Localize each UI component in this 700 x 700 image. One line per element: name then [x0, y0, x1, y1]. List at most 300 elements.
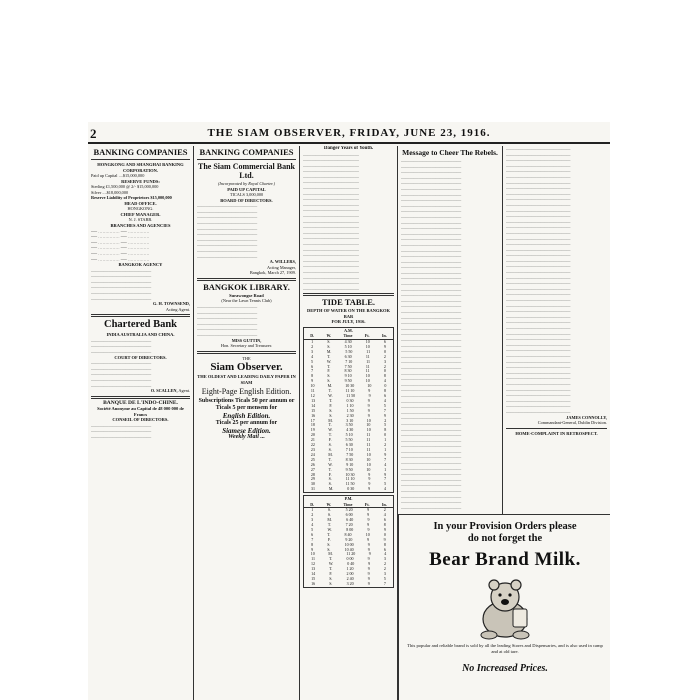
tide-col-header: D. — [310, 333, 315, 339]
tide-cell: 0 — [384, 383, 387, 389]
tide-cell: 6 40 — [346, 517, 354, 523]
tide-cell: S. — [329, 576, 333, 581]
connolly-signoff: JAMES CONNOLLY, Commandant-General, Dublin Division. — [537, 414, 607, 426]
sterling-line: Sterling £1,500,000 @ 2/- $15,000,000 — [91, 184, 159, 190]
tide-col-header: Ft. — [364, 501, 370, 507]
tide-cell: 5 — [383, 402, 386, 408]
tide-cell: 30 — [310, 481, 315, 487]
library-near: (Near the Lawn Tennis Club) — [221, 298, 272, 304]
tide-cell: F. — [329, 571, 333, 577]
tide-cell: 10 — [366, 422, 371, 428]
observer-english: English Edition. — [222, 412, 271, 421]
tide-cell: 11 — [311, 556, 315, 562]
tide-cell: 4 — [383, 378, 386, 384]
tide-cell: 9 — [368, 481, 371, 487]
tide-cell: 10 — [365, 378, 370, 384]
tide-cell: 17 — [310, 417, 315, 423]
tide-cell: T. — [328, 388, 332, 394]
tide-cell: S. — [327, 339, 331, 345]
tide-cell: 9 — [368, 471, 371, 477]
tide-cell: 29 — [310, 476, 315, 482]
tide-cell: 9 — [367, 397, 370, 403]
tide-cell: 9 — [368, 551, 371, 557]
tide-cell: 1 10 — [346, 402, 354, 408]
paid-up-amount: TICALS 3,000,000 — [229, 192, 264, 198]
observer-the: THE — [242, 355, 251, 361]
tide-cell: 31 — [310, 486, 315, 492]
tide-cell: 26 — [310, 461, 315, 467]
tide-cell: 9 50 — [344, 378, 352, 384]
tide-cell: S. — [328, 481, 332, 487]
tide-cell: 7 — [384, 456, 387, 462]
danger-years-text: ————————————— ————————————— ————————————— ————————————— ————————————— ————————————— ————————————— ————————————— ————————————— ————————————— ————————————— ————————————— ————————————— ————————————— ————————————— ————————————— ————————————— ————————————— ————————————— ————————————— ————————————— ————————————— ————————————— ————————————— ————————————— — [303, 151, 359, 291]
tide-cell: 10 40 — [344, 546, 354, 552]
tide-cell: S. — [328, 442, 332, 448]
tide-cell: T. — [327, 522, 331, 528]
tide-cell: 10 — [365, 339, 370, 345]
tide-cell: 0 — [384, 432, 387, 438]
tide-cell: 0 00 — [346, 556, 354, 562]
tide-cell: 7 20 — [345, 522, 353, 528]
tide-cell: 11 — [365, 363, 370, 369]
tide-cell: T. — [327, 531, 331, 537]
tide-cell: 9 — [367, 580, 370, 586]
tide-cell: 3 — [384, 358, 386, 364]
tide-cell: 11 — [366, 442, 371, 448]
tide-cell: M. — [328, 451, 333, 457]
siam-commercial-bank: The Siam Commercial Bank Ltd. — [198, 162, 295, 180]
tide-col-header: In. — [381, 501, 387, 507]
chartered-bank-heading: Chartered Bank — [103, 319, 178, 331]
hk-bank-name: HONGKONG AND SHANGHAI BANKING CORPORATION. — [97, 162, 184, 173]
tide-cell: 9 — [383, 526, 386, 532]
tide-cell: W. — [326, 358, 332, 364]
tide-cell: 15 — [311, 407, 316, 413]
tide-cell: 9 — [367, 522, 370, 528]
tide-cell: 11 — [365, 353, 370, 359]
tide-cell: M. — [328, 417, 333, 423]
tide-cell: 2 — [311, 343, 314, 349]
indochine-sub: Société Anonyme au Capital de 48 000 000 de Francs — [97, 406, 184, 417]
tide-cell: T. — [328, 466, 332, 472]
tide-cell: 1 20 — [346, 566, 354, 572]
ad-line-2: do not forget the — [467, 533, 543, 544]
tide-cell: 12 — [310, 561, 315, 567]
tide-cell: 10 — [365, 531, 370, 537]
divider — [197, 159, 296, 160]
tide-cell: S. — [329, 580, 333, 586]
tide-table-month: FOR JULY, 1916. — [331, 319, 366, 325]
tide-cell: 10 — [366, 461, 371, 467]
bear-illustration-wrap — [399, 575, 610, 641]
tide-cell: 9 — [383, 343, 386, 349]
tide-cell: M. — [327, 383, 333, 389]
tide-cell: 5 20 — [345, 507, 353, 513]
tide-cell: 5 50 — [345, 348, 353, 354]
tide-cell: 10 — [365, 373, 370, 379]
tide-cell: 10 30 — [345, 383, 355, 389]
tide-cell: 8 — [383, 373, 386, 379]
masthead — [88, 126, 610, 144]
tide-cell: 12 — [310, 393, 315, 398]
tide-am-label: A.M. — [344, 327, 353, 333]
tide-cell: 10 — [310, 551, 315, 557]
tide-cell: S. — [328, 476, 332, 482]
tide-cell: 2 40 — [346, 576, 354, 581]
tide-cell: 2 — [383, 353, 386, 359]
chartered-text: —————————————— —————————————— —————————————— — [91, 337, 152, 355]
tide-cell: 21 — [310, 437, 315, 443]
conseil-list: —————————————— —————————————— —————————————— — [91, 422, 152, 439]
tide-cell: F. — [329, 402, 333, 408]
tide-table-heading: TIDE TABLE. — [321, 297, 376, 308]
banking-heading-2: BANKING COMPANIES — [199, 147, 294, 157]
tide-cell: 6 — [311, 531, 314, 537]
tide-cell: 8 30 — [344, 368, 352, 374]
tide-cell: 1 — [311, 339, 314, 345]
branches-label: BRANCHES AND AGENCIES — [110, 223, 171, 229]
incorporated-line: (Incorporated by Royal Charter.) — [217, 181, 276, 186]
tide-row — [304, 487, 393, 492]
tide-cell: S. — [327, 373, 331, 379]
tide-cell: 10 — [366, 427, 371, 433]
tide-col-header: Time — [343, 333, 353, 339]
tide-cell: 11 — [366, 358, 371, 364]
tide-cell: 6 — [384, 393, 387, 398]
tide-cell: 5 — [310, 358, 313, 364]
library-signoff: MISS GUTTIN, Hon. Secretary and Treasurer. — [220, 337, 273, 349]
chartered-bank-sub: INDIA AUSTRALIA AND CHINA. — [106, 332, 175, 338]
paid-up-capital: Paid up Capital ....$15,000,000 — [91, 173, 145, 178]
tide-cell: 16 — [311, 580, 316, 586]
tide-cell: W. — [328, 461, 333, 467]
tide-cell: 2 — [384, 417, 387, 423]
tide-cell: 2 — [383, 507, 386, 513]
tide-cell: 9 10 — [344, 373, 352, 379]
tide-cell: 28 — [310, 471, 315, 477]
tide-cell: 2 — [384, 442, 387, 448]
indochine-conseil: CONSEIL OF DIRECTORS. — [112, 417, 169, 423]
tide-cell: 13 — [311, 566, 316, 572]
tide-cell: 9 — [383, 536, 386, 542]
tide-cell: 9 — [367, 402, 370, 408]
tide-cell: 9 — [367, 536, 370, 542]
tide-cell: 8 — [311, 373, 314, 379]
bear-icon — [469, 575, 541, 641]
tide-cell: S. — [328, 446, 332, 452]
reserve-funds-label: RESERVE FUNDS: — [121, 178, 160, 184]
ad-line-1: In your Provision Orders please — [433, 521, 577, 532]
tide-cell: F. — [328, 437, 332, 443]
divider — [91, 159, 190, 160]
tide-cell: 0 40 — [347, 561, 355, 567]
tide-cell: 1 — [311, 507, 314, 513]
column-5-text: ——————————————— ——————————————— ——————————————— ——————————————— ——————————————— ——————————————— ——————————————— ——————————————— ——————————————— ——————————————— ——————————————— ——————————————— ——————————————— ——————————————— ——————————————— ——————————————— ——————————————— ——————————————— ——————————————— ——————————————— ——————————————— ——————————————— ——————————————— ——————————————— ——————————————— ——————————————— ——————————————— ——————————————— ——————————————— ——————————————— ——————————————— ——————————————— ——————————————— ——————————————— ——————————————— ——————————————— ——————————————— ——————————————— ——————————————— ——————————————— ——————————————— ——————————————— ——————————————— ——————————————— ——————————————— ——————————————— ——————————————— ——————————————— — [506, 146, 571, 414]
tide-cell: 6 — [383, 546, 386, 552]
tide-col-header: W. — [326, 333, 332, 339]
observer-weekly: Weekly Mail ... — [228, 434, 265, 441]
tide-cell: 5 50 — [345, 437, 353, 443]
tide-pm-label: P.M. — [344, 496, 353, 502]
column-3 — [300, 146, 397, 700]
tide-table-pm — [303, 495, 394, 588]
court-list: —————————————— —————————————— —————————————— —————————————— —————————————— — [91, 360, 152, 388]
divider — [91, 396, 190, 399]
tide-cell: 4 — [383, 397, 386, 403]
tide-cell: 9 — [367, 407, 370, 413]
tide-cell: S. — [329, 412, 333, 418]
tide-cell: 5 — [311, 526, 314, 532]
tide-cell: 1 — [384, 437, 387, 443]
tide-cell: 10 — [366, 417, 371, 423]
tide-cell: 8 — [383, 522, 386, 528]
tide-cell: 4 — [311, 353, 314, 359]
tide-cell: 10 — [310, 383, 315, 389]
tide-col-header: Ft. — [364, 333, 370, 339]
message-text: —————————————— —————————————— —————————————— —————————————— —————————————— —————————————— —————————————— —————————————— —————————————— —————————————— —————————————— —————————————— —————————————— —————————————— —————————————— —————————————— —————————————— —————————————— —————————————— —————————————— —————————————— —————————————— —————————————— —————————————— —————————————— —————————————— —————————————— —————————————— —————————————— —————————————— —————————————— —————————————— —————————————— —————————————— —————————————— —————————————— —————————————— —————————————— —————————————— —————————————— —————————————— —————————————— —————————————— —————————————— —————————————— —————————————— —————————————— —————————————— —————————————— —————————————— —————————————— —————————————— —————————————— —————————————— —————————————— —————————————— —————————————— —————————————— —————————————— —————————————— —————————————— —————————————— —————————————— — [401, 158, 462, 510]
tide-cell: 9 — [368, 388, 371, 394]
tide-cell: 2 — [383, 363, 386, 369]
observer-ticals25: Ticals 25 per annum for — [215, 420, 278, 427]
tide-cell: T. — [329, 397, 333, 403]
tide-cell: 9 — [384, 451, 387, 457]
tide-cell: 9 20 — [345, 536, 353, 542]
tide-cell: W. — [327, 526, 332, 532]
tide-cell: 19 — [310, 427, 315, 433]
tide-cell: M. — [326, 348, 332, 354]
tide-cell: 0 30 — [346, 397, 354, 403]
tide-cell: 9 — [367, 412, 370, 418]
tide-cell: 9 10 — [346, 461, 354, 467]
tide-cell: 9 — [367, 507, 370, 513]
column-2 — [194, 146, 299, 700]
tide-cell: 2 30 — [346, 412, 354, 418]
paid-up-label: PAID UP CAPITAL — [227, 186, 266, 192]
tide-cell: 11 50 — [346, 393, 356, 398]
tide-cell: M. — [327, 517, 332, 523]
tide-cell: 5 10 — [345, 432, 353, 438]
tide-cell: 18 — [310, 422, 315, 428]
agency-text: —————————————— —————————————— —————————————— —————————————— —————————————— —————————————— — [91, 267, 152, 301]
tide-cell: 9 — [367, 566, 370, 572]
message-heading: Message to Cheer The Rebels. — [402, 148, 498, 157]
tide-cell: 1 — [384, 446, 387, 452]
tide-cell: 10 — [367, 383, 372, 389]
tide-cell: M. — [328, 551, 333, 557]
tide-cell: 0 — [383, 368, 386, 374]
tide-cell: 10 — [366, 451, 371, 457]
tide-cell: 7 10 — [345, 446, 353, 452]
tide-col-header: In. — [381, 333, 387, 339]
tide-cell: 9 — [367, 512, 370, 518]
silver-line: Silver ....$18,000,000 — [91, 189, 129, 195]
tide-cell: 14 — [311, 571, 316, 577]
newspaper-page — [88, 122, 610, 700]
tide-col-header: W. — [326, 501, 332, 507]
tide-table-sub: DEPTH OF WATER ON THE BANGKOK BAR — [307, 308, 390, 319]
tide-cell: S. — [327, 512, 332, 518]
divider — [91, 314, 190, 317]
tide-cell: S. — [327, 343, 331, 349]
head-office: HONGKONG. — [127, 206, 154, 212]
tide-cell: 7 50 — [344, 363, 352, 369]
tide-cell: 9 — [311, 378, 314, 384]
tide-cell: 9 — [384, 471, 387, 477]
reserve-liability: Reserve Liability of Proprietors $15,000,000 — [91, 195, 172, 201]
tide-cell: 4 — [311, 522, 314, 528]
tide-cell: 7 — [311, 368, 314, 374]
tide-cell: 3 — [310, 348, 313, 354]
library-road: Surawongse Road — [229, 292, 264, 298]
tide-cell: 7 — [311, 536, 314, 542]
tide-cell: 11 — [366, 432, 371, 438]
tide-rows-am — [304, 340, 393, 492]
tide-cell: 8 — [311, 541, 314, 547]
tide-cell: 0 — [384, 348, 386, 354]
tide-cell: 5 10 — [344, 343, 352, 349]
tide-cell: T. — [328, 456, 332, 462]
board-list: —————————————— —————————————— —————————————— —————————————— —————————————— —————————————— —————————————— —————————————— —————————————— —————————————— — [197, 203, 258, 259]
tide-cell: 0 — [383, 531, 386, 537]
tide-cell: 3 — [383, 571, 386, 577]
tide-col-header: D. — [310, 501, 315, 507]
tide-cell: 23 — [310, 446, 315, 452]
bank-manager-signoff: A. WILLERS, Acting Manager, Bangkok, March 27, 1909. — [249, 259, 296, 276]
tide-cell: 10 — [366, 456, 371, 462]
agency-signoff: G. H. TOWNSEND, Acting Agent. — [153, 301, 190, 312]
bangkok-agency: BANGKOK AGENCY — [118, 262, 163, 268]
banking-heading-1: BANKING COMPANIES — [93, 147, 188, 157]
tide-cell: 9 — [367, 546, 370, 552]
tide-cell: 4 — [384, 486, 386, 492]
tide-cell: 9 — [368, 561, 371, 567]
tide-cell: 9 50 — [345, 466, 353, 472]
tide-cell: 7 — [383, 407, 386, 413]
tide-cell: 27 — [310, 466, 315, 472]
tide-cell: W. — [328, 427, 333, 433]
tide-cell: 16 — [311, 412, 316, 418]
tide-cell: 7 10 — [345, 358, 353, 364]
tide-cell: 5 — [384, 422, 387, 428]
tide-cell: 9 — [367, 541, 370, 547]
tide-cell: 10 — [365, 343, 370, 349]
tide-cell: 2 — [311, 512, 314, 518]
tide-cell: 9 — [368, 393, 371, 398]
tide-cell: S. — [327, 541, 331, 547]
tide-cell: F. — [327, 368, 331, 374]
tide-cell: 10 30 — [345, 471, 355, 477]
tide-cell: 8 — [383, 541, 386, 547]
tide-cell: 7 50 — [346, 451, 354, 457]
tide-cell: 2 — [383, 566, 386, 572]
tide-cell: F. — [328, 471, 332, 477]
chief-manager-label: CHIEF MANAGER. — [120, 211, 161, 217]
observer-oldest: THE OLDEST AND LEADING DAILY PAPER IN SIAM — [197, 374, 296, 385]
chartered-signoff: O. SCALLEN, Agent. — [150, 388, 190, 394]
tide-cell: 15 — [311, 576, 316, 581]
page-number: 2 — [90, 126, 97, 141]
tide-cell: S. — [327, 378, 331, 384]
tide-cell: 3 20 — [346, 580, 354, 586]
observer-name: Siam Observer. — [210, 361, 283, 374]
tide-cell: W. — [328, 561, 334, 567]
tide-cell: 25 — [310, 456, 315, 462]
indochine-heading: BANQUE DE L'INDO-CHINE. — [103, 399, 178, 406]
newspaper-title: THE SIAM OBSERVER, FRIDAY, JUNE 23, 1916. — [207, 127, 491, 139]
tide-cell: 6 00 — [345, 512, 353, 518]
tide-cell: 4 30 — [344, 339, 352, 345]
tide-cell: 3 50 — [345, 422, 353, 428]
tide-cell: 4 — [383, 512, 386, 518]
head-office-label: HEAD OFFICE. — [124, 200, 157, 206]
tide-cell: 1 50 — [346, 407, 354, 413]
tide-cell: 1 — [384, 466, 387, 472]
tide-cell: 4 — [384, 551, 387, 557]
tide-cell: 10 00 — [344, 541, 354, 547]
ad-tagline: No Increased Prices. — [462, 662, 548, 674]
tide-cell: 11 50 — [345, 481, 355, 487]
tide-cell: 4 30 — [346, 427, 354, 433]
observer-subscriptions: Subscriptions Ticals 50 per annum or Ticals 5 per mensem for — [198, 398, 295, 412]
tide-cell: 9 — [367, 556, 370, 562]
tide-cell: 11 — [310, 388, 315, 394]
tide-cell: 8 40 — [344, 531, 352, 537]
divider — [197, 351, 296, 354]
tide-row — [304, 582, 393, 587]
tide-cell: 9 — [368, 476, 371, 482]
tide-cell: 11 — [365, 368, 370, 374]
tide-cell: 13 — [311, 397, 316, 403]
tide-cell: S. — [327, 507, 332, 513]
tide-cell: 8 — [384, 388, 387, 394]
tide-cell: 9 — [367, 571, 370, 577]
tide-cell: 9 — [383, 412, 386, 418]
tide-cell: W. — [328, 393, 333, 398]
tide-cell: 11 — [366, 437, 371, 443]
board-heading: BOARD OF DIRECTORS. — [220, 197, 273, 203]
tide-table-am — [303, 327, 394, 493]
tide-cell: 24 — [310, 451, 315, 457]
observer-siamese: Siamese Edition. — [222, 427, 271, 436]
bear-brand-advertisement — [398, 514, 610, 700]
tide-cell: 14 — [311, 402, 316, 408]
tide-cell: 9 — [311, 546, 314, 552]
tide-cell: 6 — [383, 517, 386, 523]
tide-cell: 5 — [383, 576, 386, 581]
tide-cell: 20 — [310, 432, 315, 438]
divider — [303, 293, 394, 296]
library-text: —————————————— —————————————— —————————————— —————————————— —————————————— —————————————— — [197, 304, 258, 337]
branches-list: ── …………… ── …………… ── …………… ── …………… ── …………… ── …………… ── …………… ── …………… ── …………… ── …………… ── …………… ── …………… — [91, 228, 150, 262]
tide-cell: 11 — [366, 446, 371, 452]
tide-cell: T. — [329, 556, 333, 562]
tide-cell: 10 — [366, 466, 371, 472]
tide-cell: S. — [329, 407, 333, 413]
tide-cell: 9 — [367, 576, 370, 581]
tide-cell: 9 — [367, 517, 370, 523]
tide-cell: 7 — [384, 476, 387, 482]
tide-cell: 2 — [384, 561, 386, 567]
tide-cell: T. — [329, 566, 333, 572]
divider — [506, 428, 607, 429]
tide-cell: 6 — [311, 363, 314, 369]
home-complaint-heading: HOME-COMPLAINT IN RETROSPECT. — [515, 430, 598, 436]
tide-cell: 6 — [383, 339, 386, 345]
tide-cell: S. — [327, 546, 331, 552]
tide-cell: 11 — [366, 348, 371, 354]
tide-cell: T. — [327, 363, 331, 369]
column-1 — [88, 146, 193, 700]
